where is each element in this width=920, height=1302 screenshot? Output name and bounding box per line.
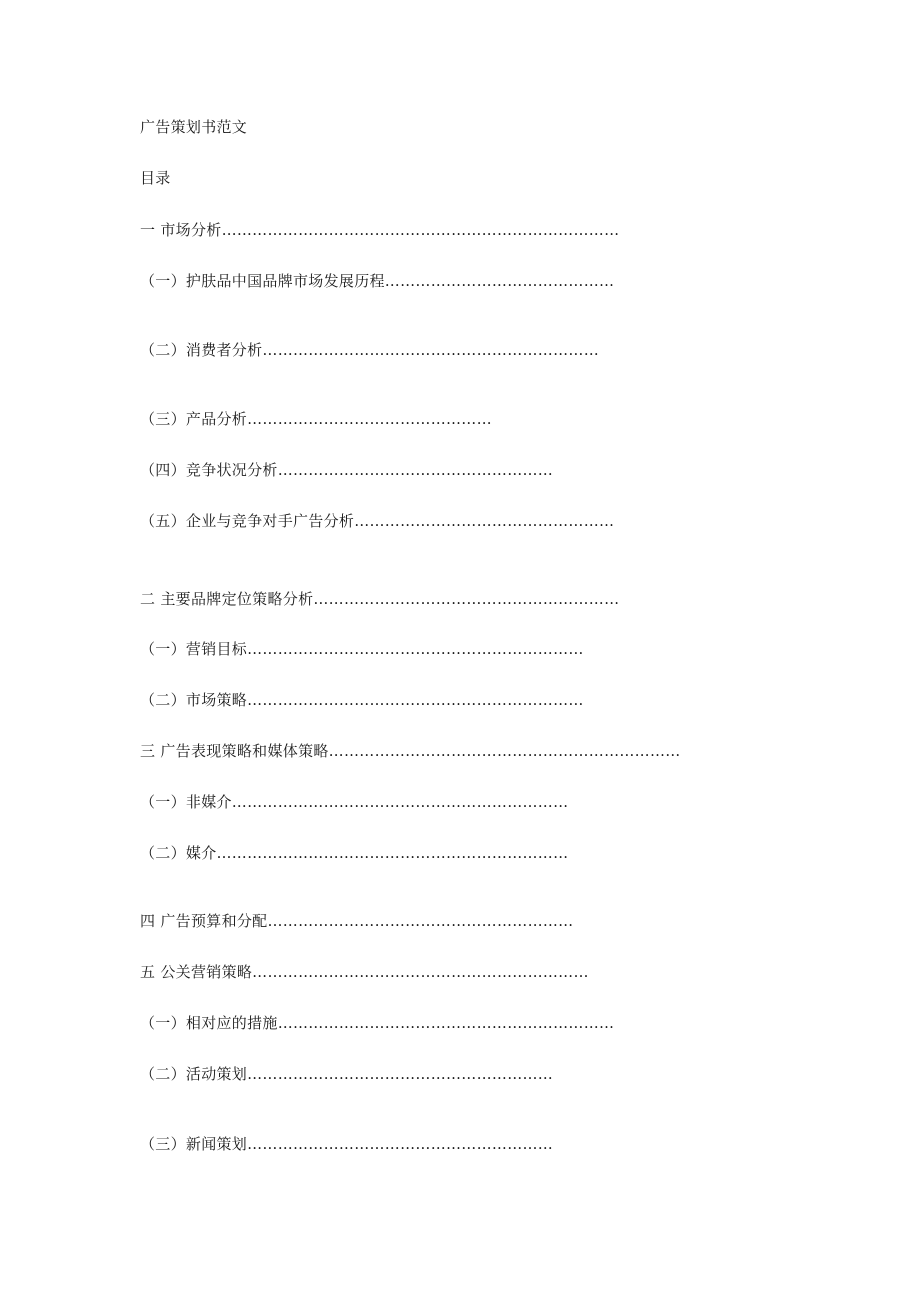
toc-entry-2-1: （一）营销目标………………………………………………………… (140, 640, 584, 658)
toc-entry-3: 三 广告表现策略和媒体策略…………………………………………………………… (140, 742, 681, 760)
toc-entry-2-2: （二）市场策略………………………………………………………… (140, 691, 584, 709)
toc-entry-5-3: （三）新闻策划…………………………………………………… (140, 1135, 554, 1153)
toc-entry-2: 二 主要品牌定位策略分析…………………………………………………… (140, 590, 620, 608)
toc-entry-1-4: （四）竞争状况分析……………………………………………… (140, 461, 554, 479)
toc-entry-1-5: （五）企业与竞争对手广告分析…………………………………………… (140, 512, 615, 530)
toc-entry-5-2: （二）活动策划…………………………………………………… (140, 1065, 554, 1083)
document-title: 广告策划书范文 (140, 118, 248, 136)
toc-entry-1-3: （三）产品分析………………………………………… (140, 410, 492, 428)
toc-entry-1-1: （一）护肤品中国品牌市场发展历程……………………………………… (140, 272, 615, 290)
toc-entry-3-2: （二）媒介…………………………………………………………… (140, 844, 569, 862)
toc-entry-5: 五 公关营销策略………………………………………………………… (140, 963, 589, 981)
toc-heading: 目录 (140, 169, 171, 187)
toc-entry-4: 四 广告预算和分配…………………………………………………… (140, 912, 574, 930)
toc-entry-3-1: （一）非媒介………………………………………………………… (140, 793, 569, 811)
toc-entry-1-2: （二）消费者分析………………………………………………………… (140, 341, 600, 359)
toc-entry-5-1: （一）相对应的措施………………………………………………………… (140, 1014, 615, 1032)
toc-entry-1: 一 市场分析…………………………………………………………………… (140, 221, 620, 239)
